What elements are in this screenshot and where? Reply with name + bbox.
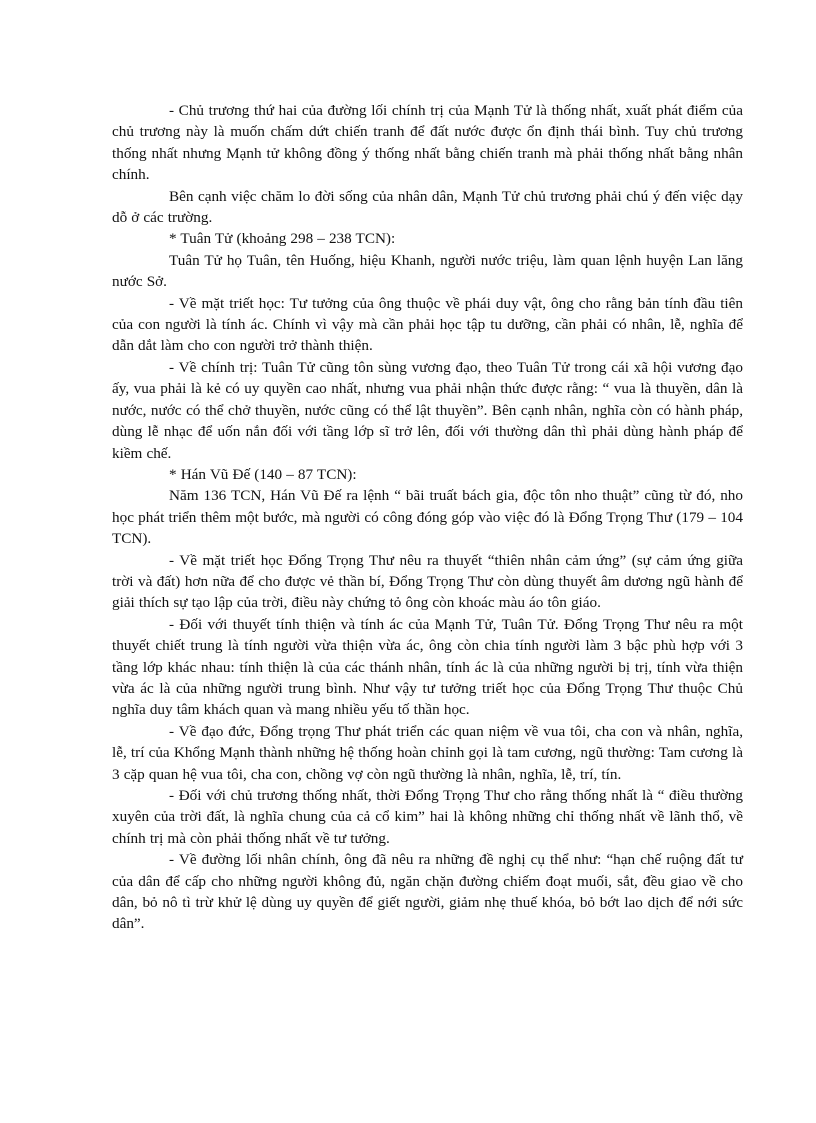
heading-xunzi: * Tuân Tử (khoảng 298 – 238 TCN): (169, 230, 396, 248)
paragraph-dong-philosophy: - Về mặt triết học Đổng Trọng Thư nêu ra thuyết “thiên nhân cảm ứng” (sự cảm ứng giữa trời và đất) hơn nữa để cho được vẻ thần bí, Đổng Trọng Thư còn dùng thuyết âm dương ngũ hành để giải thích sự tạo lập của trời, điều này chứng tỏ ông còn khoác màu áo tôn giáo. (112, 551, 743, 612)
paragraph-xunzi-bio: Tuân Tử họ Tuân, tên Huống, hiệu Khanh, người nước triệu, làm quan lệnh huyện Lan lăng nước Sở. (112, 251, 743, 291)
paragraph-xunzi-politics: - Về chính trị: Tuân Tử cũng tôn sùng vương đạo, theo Tuân Tử trong cái xã hội vương đạo ấy, vua phải là kẻ có uy quyền cao nhất, nhưng vua phải nhận thức được rằng: “ vua là thuyền, dân là nước, nước có thể chở thuyền, nước cũng có thể lật thuyền”. Bên cạnh nhân, nghĩa còn có hành pháp, dùng lễ nhạc để uốn nắn đối với tầng lớp sĩ trở lên, đối với thường dân thì phải dùng hành pháp để kiềm chế. (112, 358, 743, 462)
paragraph-xunzi-philosophy: - Về mặt triết học: Tư tưởng của ông thuộc về phái duy vật, ông cho rằng bản tính đầu tiên của con người là tính ác. Chính vì vậy mà cần phải học tập tu dưỡng, cần phải có nhân, lễ, nghĩa để dẫn dắt làm cho con người trở thành thiện. (112, 294, 743, 355)
document-body (112, 100, 743, 935)
paragraph-dong-ethics: - Về đạo đức, Đổng trọng Thư phát triển các quan niệm về vua tôi, cha con và nhân, nghĩa, lễ, trí của Khổng Mạnh thành những hệ thống hoàn chỉnh gọi là tam cương, ngũ thường: Tam cương là 3 cặp quan hệ vua tôi, cha con, chồng vợ còn ngũ thường là nhân, nghĩa, lễ, trí, tín. (112, 722, 743, 783)
paragraph-dong-benevolent-rule: - Về đường lối nhân chính, ông đã nêu ra những đề nghị cụ thể như: “hạn chế ruộng đất tư của dân để cấp cho những người không đủ, ngăn chặn đường chiếm đoạt muối, sắt, đều giao về cho dân, bỏ nô tì trừ khử lệ dùng uy quyền để giết người, giảm nhẹ thuế khóa, bỏ bớt lao dịch để nới sức dân”. (112, 851, 743, 933)
heading-han-wudi: * Hán Vũ Đế (140 – 87 TCN): (169, 465, 357, 483)
paragraph-mencius-education: Bên cạnh việc chăm lo đời sống của nhân dân, Mạnh Tử chủ trương phải chú ý đến việc dạy dỗ ở các trường. (112, 187, 743, 227)
paragraph-han-wudi-decree: Năm 136 TCN, Hán Vũ Đế ra lệnh “ bãi truất bách gia, độc tôn nho thuật” cũng từ đó, nho học phát triển thêm một bước, mà người có công đóng góp vào việc đó là Đổng Trọng Thư (179 – 104 TCN). (112, 487, 743, 548)
paragraph-dong-unification: - Đối với chủ trương thống nhất, thời Đổng Trọng Thư cho rằng thống nhất là “ điều thường xuyên của trời đất, là nghĩa chung của cả cổ kim” hai là không những chỉ thống nhất về lãnh thổ, về chính trị mà còn phải thống nhất về tư tưởng. (112, 787, 743, 847)
paragraph-dong-human-nature: - Đối với thuyết tính thiện và tính ác của Mạnh Tử, Tuân Tử. Đổng Trọng Thư nêu ra một thuyết chiết trung là tính người vừa thiện vừa ác, ông còn chia tính người làm 3 bậc phù hợp với 3 tầng lớp khác nhau: tính thiện là của các thánh nhân, tính ác là của những người bị trị, tính vừa thiện vừa ác là của những người trung bình. Như vậy tư tưởng triết học của Đổng Trọng Thư thuộc Chủ nghĩa duy tâm khách quan và mang nhiều yếu tố thần học. (112, 615, 743, 719)
paragraph-mencius-unification: - Chủ trương thứ hai của đường lối chính trị của Mạnh Tử là thống nhất, xuất phát điểm của chủ trương này là muốn chấm dứt chiến tranh để đất nước được ổn định thái bình. Tuy chủ trương thống nhất nhưng Mạnh tử không đồng ý thống nhất bằng chiến tranh mà phải thống nhất bằng nhân chính. (112, 102, 743, 184)
